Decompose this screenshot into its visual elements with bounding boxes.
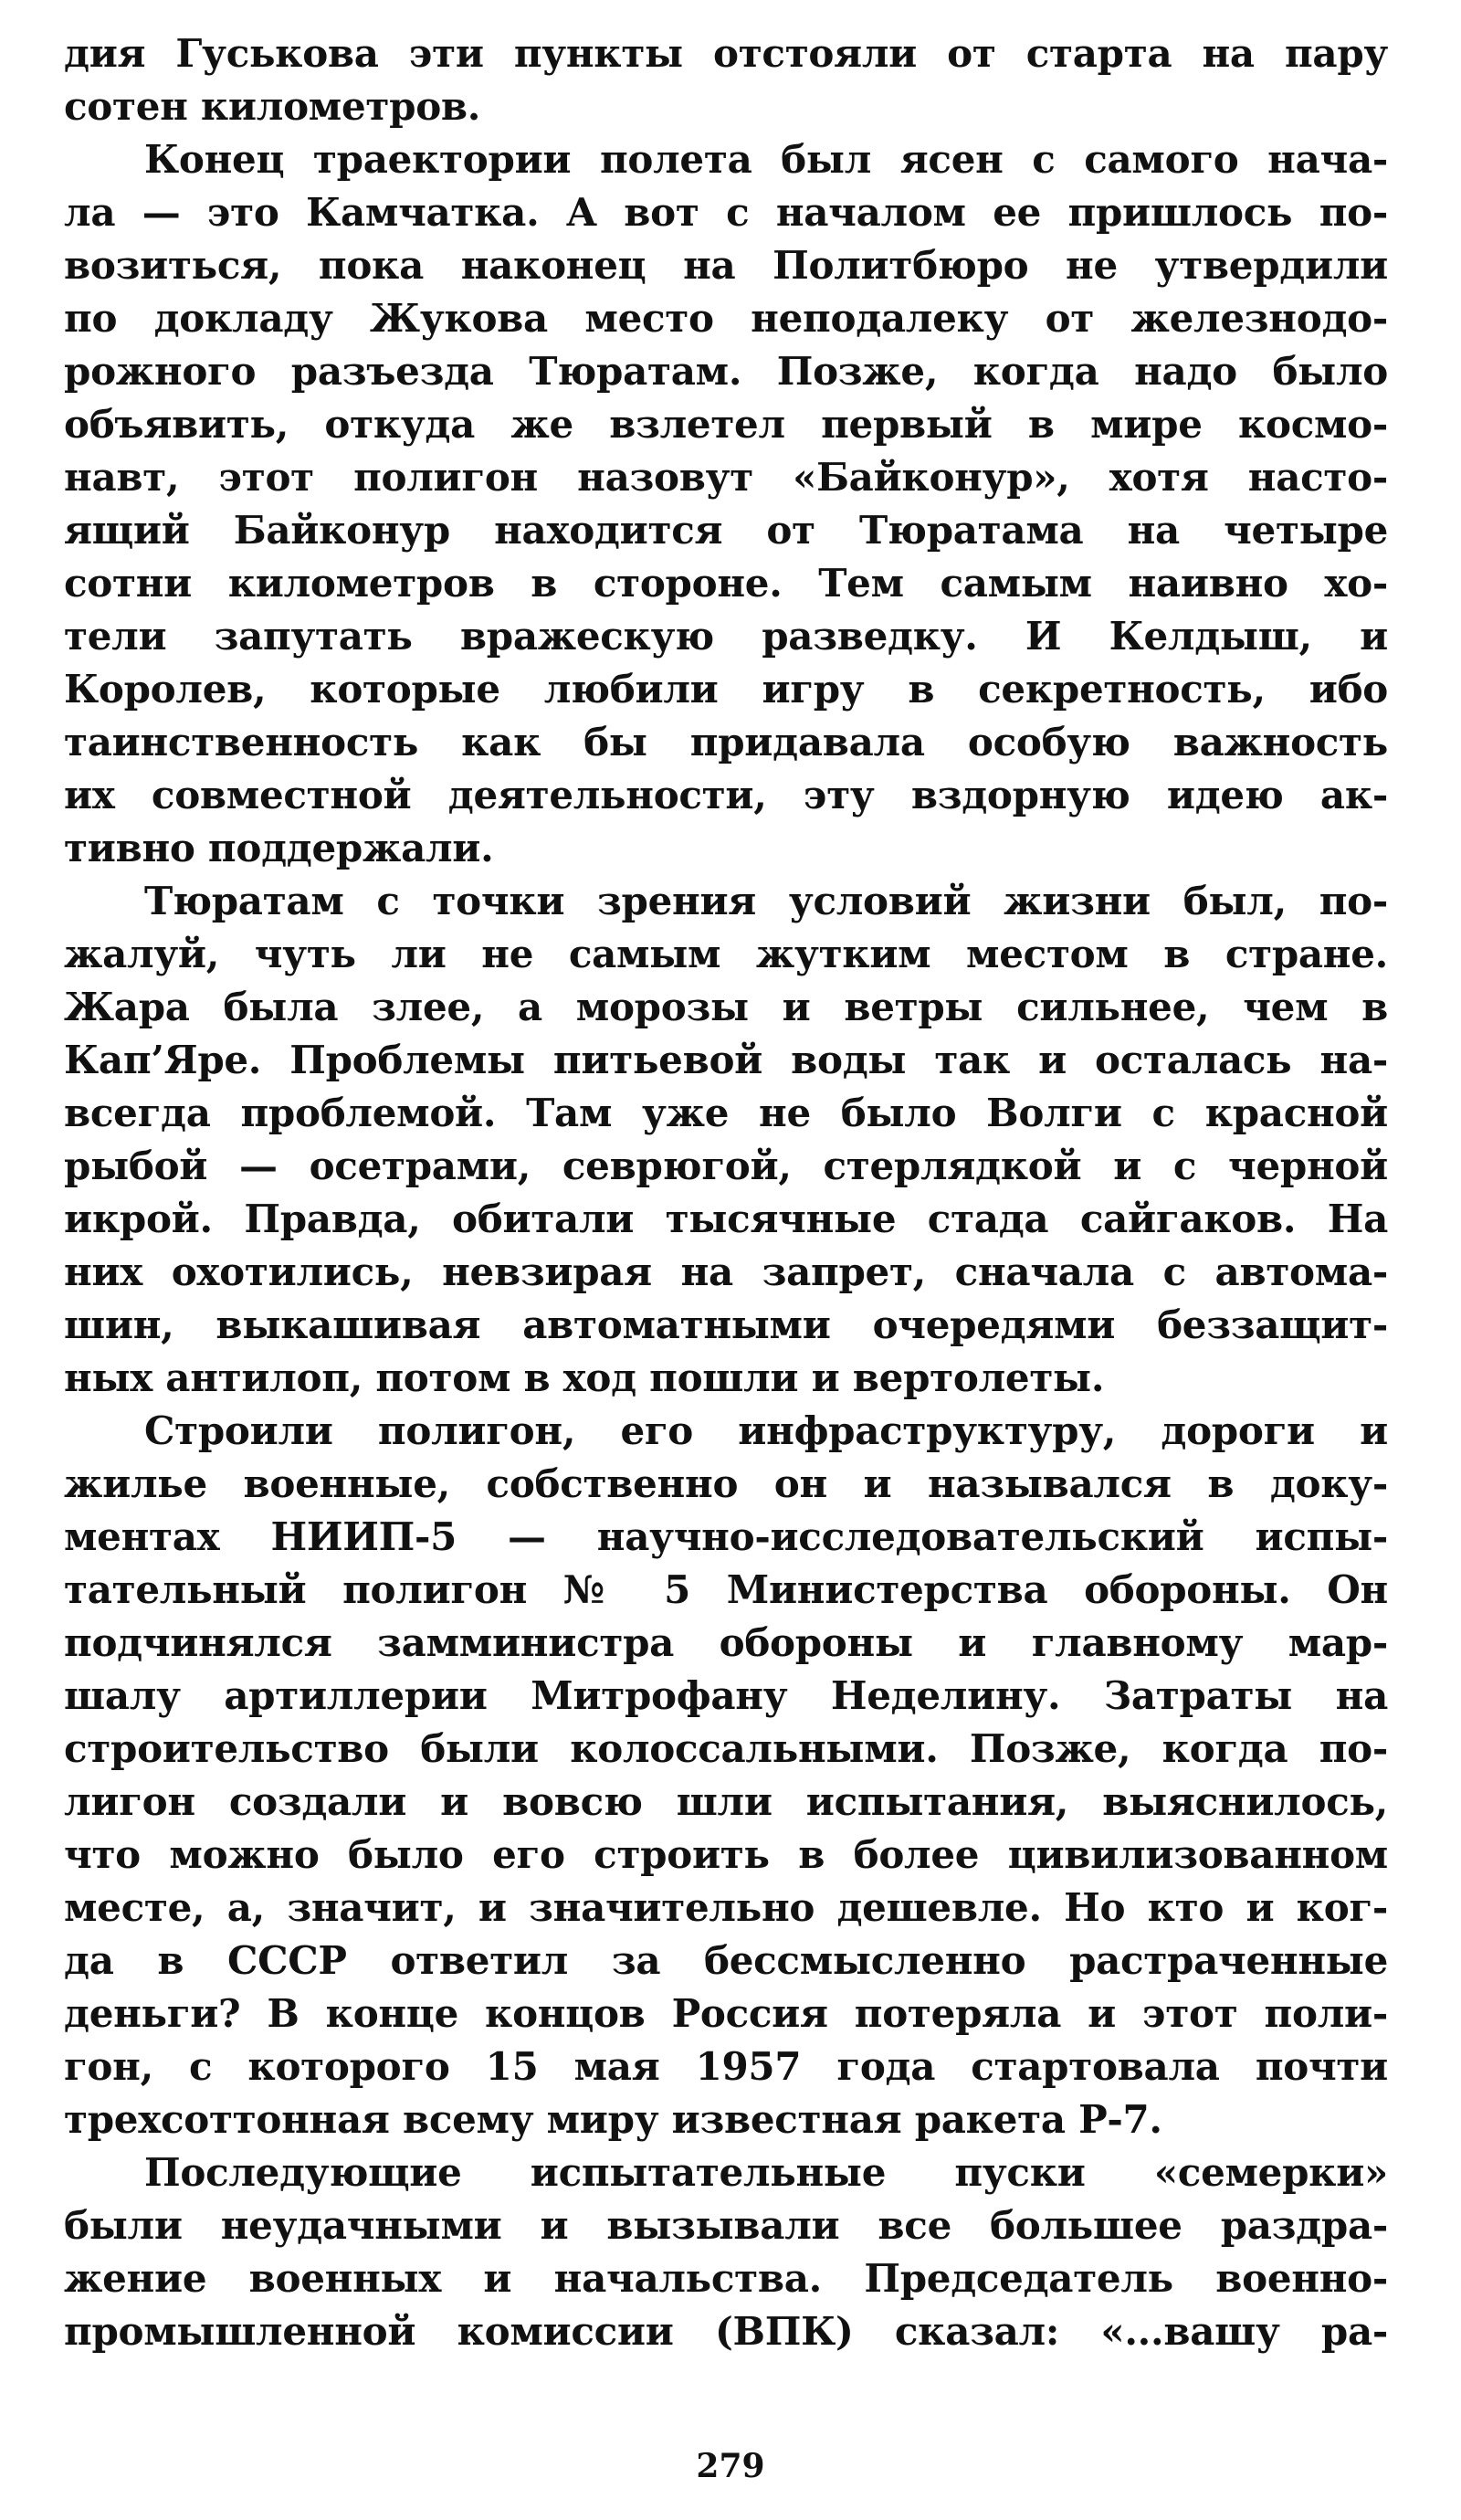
text-line: шалу артиллерии Митрофану Неделину. Затраты на [64,1673,1388,1718]
paragraph [64,875,1388,1405]
text-line: них охотились, невзирая на запрет, сначала с автома- [64,1249,1388,1294]
body-text [64,27,1388,2358]
text-line: сотни километров в стороне. Тем самым наивно хо- [64,561,1388,606]
text-line: тивно поддержали. [64,826,494,870]
text-line: их совместной деятельности, эту вздорную идею ак- [64,773,1388,817]
text-line: ла — это Камчатка. А вот с началом ее пришлось по- [64,190,1388,235]
text-line: что можно было его строить в более цивилизованном [64,1832,1388,1877]
text-line: подчинялся замминистра обороны и главному мар- [64,1620,1388,1665]
text-line: сотен километров. [64,84,481,129]
text-line: лигон создали и вовсю шли испытания, выяснилось, [64,1779,1388,1824]
text-line: объявить, откуда же взлетел первый в мире космо- [64,402,1388,447]
page-number: 279 [696,2447,765,2485]
text-line: ных антилоп, потом в ход пошли и вертолеты. [64,1355,1105,1400]
paragraph [64,133,1388,875]
text-line: ящий Байконур находится от Тюратама на четыре [64,508,1388,553]
text-line: да в СССР ответил за бессмысленно растраченные [64,1938,1388,1983]
text-line: месте, а, значит, и значительно дешевле. Но кто и ког- [64,1885,1388,1930]
text-line: икрой. Правда, обитали тысячные стада сайгаков. На [64,1197,1388,1241]
text-line: ментах НИИП-5 — научно-исследовательский испы- [64,1514,1388,1559]
paragraph [64,2146,1388,2358]
text-line: шин, выкашивая автоматными очередями беззащит- [64,1302,1388,1347]
text-line: навт, этот полигон назовут «Байконур», хотя насто- [64,455,1388,500]
text-line: жалуй, чуть ли не самым жутким местом в стране. [64,932,1388,976]
text-line: тели запутать вражескую разведку. И Келдыш, и [64,614,1388,659]
text-line: были неудачными и вызывали все большее раздра- [64,2203,1388,2248]
text-line: таинственность как бы придавала особую важность [64,720,1388,764]
text-line: Строили полигон, его инфраструктуру, дороги и [144,1408,1388,1453]
text-line: всегда проблемой. Там уже не было Волги с красной [64,1091,1388,1135]
paragraph [64,27,1388,133]
text-line: по докладу Жукова место неподалеку от железнодо- [64,296,1388,341]
text-line: жилье военные, собственно он и назывался в доку- [64,1461,1388,1506]
text-line: гон, с которого 15 мая 1957 года стартовала почти [64,2044,1388,2089]
text-line: строительство были колоссальными. Позже, когда по- [64,1726,1388,1771]
text-line: жение военных и начальства. Председатель военно- [64,2256,1388,2301]
text-line: трехсоттонная всему миру известная ракета Р-7. [64,2097,1162,2142]
text-line: Конец траектории полета был ясен с самого нача- [144,137,1388,182]
text-line: Кап’Яре. Проблемы питьевой воды так и осталась на- [64,1038,1388,1082]
text-line: рыбой — осетрами, севрюгой, стерлядкой и с черной [64,1144,1388,1188]
text-line: рожного разъезда Тюратам. Позже, когда надо было [64,349,1388,394]
text-line: Королев, которые любили игру в секретность, ибо [64,667,1388,712]
text-line: промышленной комиссии (ВПК) сказал: «...вашу ра- [64,2309,1388,2354]
text-line: тательный полигон № 5 Министерства обороны. Он [64,1567,1388,1612]
text-line: возиться, пока наконец на Политбюро не утвердили [64,243,1388,288]
paragraph [64,1405,1388,2146]
text-line: Жара была злее, а морозы и ветры сильнее, чем в [64,985,1388,1029]
text-line: деньги? В конце концов Россия потеряла и этот поли- [64,1991,1388,2036]
text-line: Тюратам с точки зрения условий жизни был, по- [144,879,1388,923]
text-line: Последующие испытательные пуски «семерки» [144,2150,1388,2195]
text-line: дия Гуськова эти пункты отстояли от старта на пару [64,31,1388,76]
